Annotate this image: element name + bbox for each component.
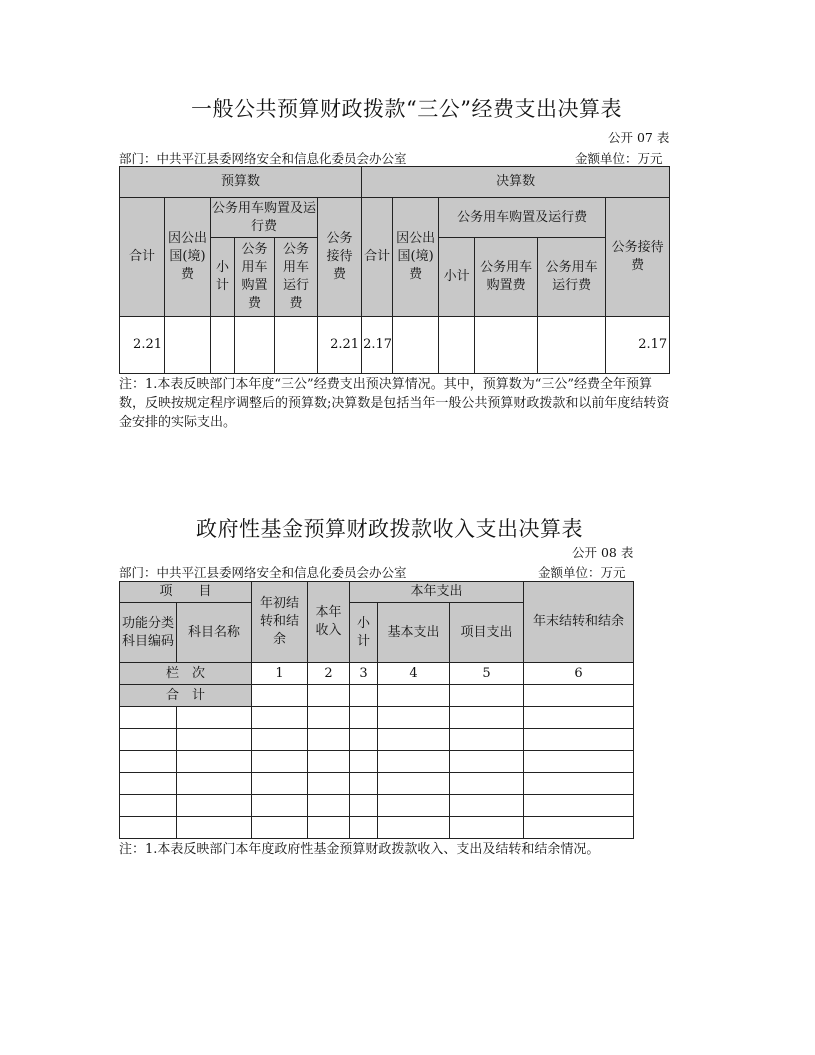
table08-department: 部门：中共平江县委网络安全和信息化委员会办公室: [119, 565, 407, 580]
table07-form-no: 公开 07 表: [608, 130, 670, 145]
opening-balance-header: 年初结转和结余: [252, 582, 308, 663]
final-abroad-value: [393, 317, 439, 374]
final-vehicle-group-header: 公务用车购置及运行费: [439, 198, 606, 238]
final-reception-header: 公务接待费: [606, 198, 670, 317]
col-number-5: 5: [450, 663, 524, 685]
budget-subtotal-value: [211, 317, 235, 374]
final-operation-value: [538, 317, 606, 374]
col-number-3: 3: [350, 663, 378, 685]
table08-title: 政府性基金预算财政拨款收入支出决算表: [196, 517, 583, 541]
table-cell: [450, 685, 524, 707]
table07-department: 部门：中共平江县委网络安全和信息化委员会办公室: [119, 151, 407, 166]
budget-header: 预算数: [120, 167, 362, 198]
table07-unit: 金额单位：万元: [575, 151, 663, 166]
table-cell: [252, 685, 308, 707]
budget-abroad-value: [165, 317, 211, 374]
budget-total-header: 合计: [120, 198, 165, 317]
table-row: [120, 795, 634, 817]
project-expense-header: 项目支出: [450, 603, 524, 663]
total-row-label: 合 计: [120, 685, 252, 707]
item-header: 项 目: [120, 582, 252, 603]
expense-subtotal-header: 小计: [350, 603, 378, 663]
final-reception-value: 2.17: [606, 317, 670, 374]
table07-note: 注：1.本表反映部门本年度“三公”经费支出预决算情况。其中，预算数为“三公”经费全年预算数，反映按规定程序调整后的预算数;决算数是包括当年一般公共预算财政拨款和以前年度结转资金安排的实际支出。: [119, 377, 670, 430]
table07-title: 一般公共预算财政拨款“三公”经费支出决算表: [191, 97, 622, 121]
col-number-1: 1: [252, 663, 308, 685]
index-label: 栏 次: [120, 663, 252, 685]
budget-purchase-value: [235, 317, 275, 374]
final-subtotal-header: 小计: [439, 238, 475, 317]
budget-purchase-header: 公务用车购置费: [235, 238, 275, 317]
expense-group-header: 本年支出: [350, 582, 524, 603]
col-number-2: 2: [308, 663, 350, 685]
table08: [119, 581, 634, 839]
budget-reception-header: 公务接待费: [318, 198, 362, 317]
closing-balance-header: 年末结转和结余: [524, 582, 634, 663]
table-row: [120, 773, 634, 795]
budget-abroad-header: 因公出国(境)费: [165, 198, 211, 317]
final-subtotal-value: [439, 317, 475, 374]
table-row: [120, 707, 634, 729]
table-row: [120, 817, 634, 839]
basic-expense-header: 基本支出: [378, 603, 450, 663]
income-header: 本年收入: [308, 582, 350, 663]
final-header: 决算数: [362, 167, 670, 198]
final-purchase-value: [475, 317, 538, 374]
func-code-header: 功能分类科目编码: [120, 603, 177, 663]
subject-name-header: 科目名称: [177, 603, 252, 663]
budget-subtotal-header: 小计: [211, 238, 235, 317]
budget-operation-header: 公务用车运行费: [275, 238, 318, 317]
final-operation-header: 公务用车运行费: [538, 238, 606, 317]
budget-operation-value: [275, 317, 318, 374]
final-total-header: 合计: [362, 198, 393, 317]
table07: [119, 166, 670, 374]
budget-vehicle-group-header: 公务用车购置及运行费: [211, 198, 318, 238]
table-cell: [350, 685, 378, 707]
col-number-6: 6: [524, 663, 634, 685]
table-row: [120, 729, 634, 751]
table08-unit: 金额单位：万元: [538, 565, 626, 580]
table-row: [120, 751, 634, 773]
budget-reception-value: 2.21: [318, 317, 362, 374]
col-number-4: 4: [378, 663, 450, 685]
final-abroad-header: 因公出国(境)费: [393, 198, 439, 317]
final-total-value: 2.17: [362, 317, 393, 374]
table08-form-no: 公开 08 表: [572, 545, 634, 560]
table08-note: 注：1.本表反映部门本年度政府性基金预算财政拨款收入、支出及结转和结余情况。: [119, 842, 600, 857]
final-purchase-header: 公务用车购置费: [475, 238, 538, 317]
table-cell: [378, 685, 450, 707]
table-cell: [524, 685, 634, 707]
budget-total-value: 2.21: [120, 317, 165, 374]
table-cell: [308, 685, 350, 707]
